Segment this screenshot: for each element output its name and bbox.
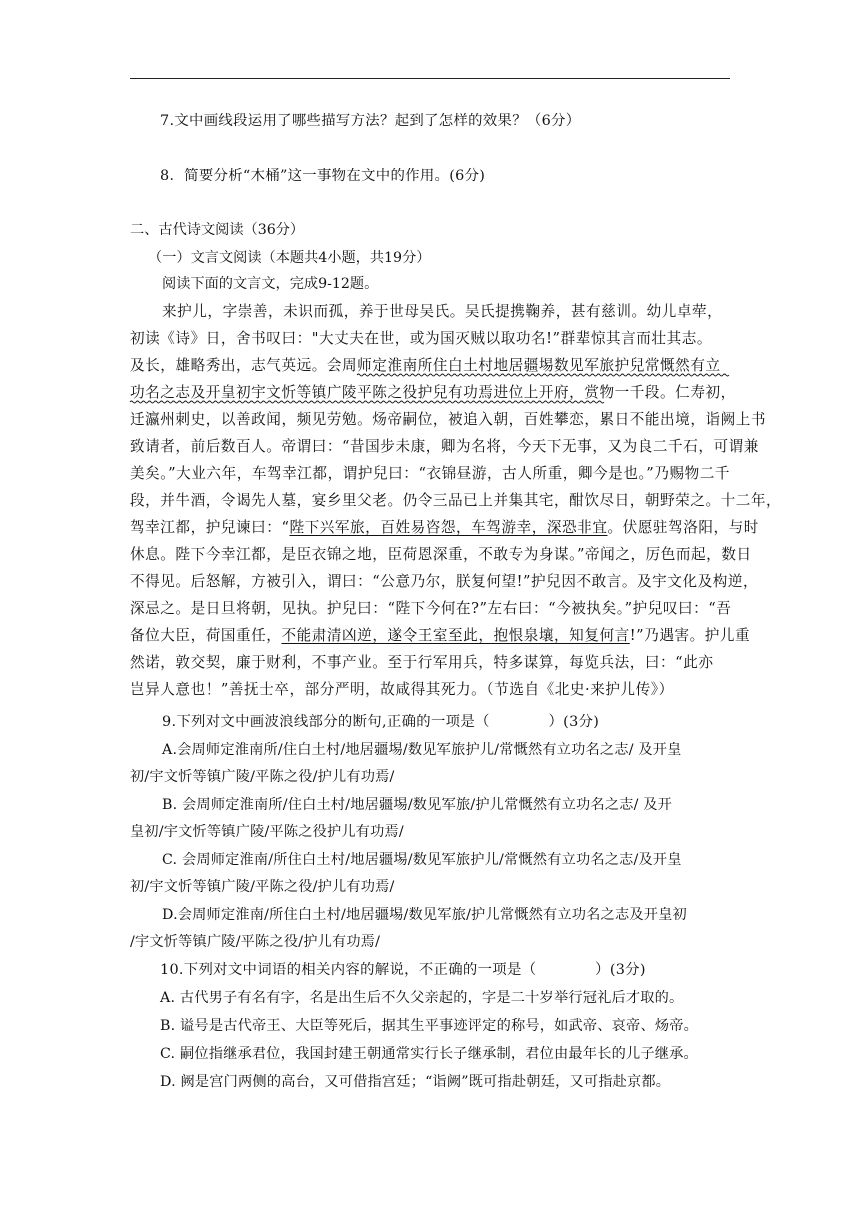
passage-line: 不得见。后怒解，方被引入，谓曰：“公意乃尔，朕复何望!”护兒因不敢言。及宇文化及构逆， — [130, 573, 759, 590]
subsection-heading: （一）文言文阅读（本题共4小题，共19分） — [148, 250, 431, 266]
passage-text: 驾幸江都，护兒谏曰：“ — [130, 519, 290, 536]
section-heading: 二、古代诗文阅读（36分） — [130, 222, 305, 238]
question-7: 7.文中画线段运用了哪些描写方法？起到了怎样的效果？（6分） — [160, 113, 581, 129]
passage-line-wavy-start: 及长，雄略秀出，志气英远。会周师定淮南所住白土村地居疆埸数见军旅护兒常慨然有立 — [130, 357, 721, 374]
passage-text: 备位大臣，荷国重任， — [130, 627, 282, 644]
passage-line: 初读《诗》日，舍书叹曰："大丈夫在世，或为国灭贼以取功名!”群辈惊其言而壮其志。 — [130, 330, 713, 347]
q9-option-c-cont: 初/宇文忻等镇广陵/平陈之役/护儿有功焉/ — [130, 879, 395, 895]
question-9-stem: 9.下列对文中画波浪线部分的断句,正确的一项是（ ）(3分) — [162, 714, 600, 730]
passage-line: 段，并牛酒，令谒先人墓，宴乡里父老。仍令三品已上并集其宅，酣饮尽日，朝野荣之。十二年， — [130, 492, 782, 509]
question-10-stem: 10.下列对文中词语的相关内容的解说，不正确的一项是（ ）(3分) — [160, 962, 646, 978]
q10-option-b: B. 谥号是古代帝王、大臣等死后，据其生平事迹评定的称号，如武帝、哀帝、炀帝。 — [160, 1018, 698, 1034]
question-8: 8．简要分析“木桶”这一事物在文中的作用。(6分) — [160, 168, 486, 184]
q10-option-d: D. 阙是宫门两侧的高台，又可借指宫廷；“诣阙”既可指赴朝廷，又可指赴京都。 — [160, 1074, 671, 1090]
passage-text: 。伏愿驻驾洛阳，与时 — [607, 519, 759, 536]
passage-line: 岂异人意也！”善抚士卒，部分严明，故咸得其死力。（节选自《北史·来护儿传》） — [130, 681, 674, 698]
q9-option-d: D.会周师定淮南/所住白土村/地居疆埸/数见军旅/护儿常慨然有立功名之志及开皇初 — [162, 907, 687, 923]
reading-instruction: 阅读下面的文言文，完成9-12题。 — [162, 276, 379, 292]
q9-option-c: C. 会周师定淮南/所住白土村/地居疆埸/数见军旅护儿/常慨然有立功名之志/及开皇 — [162, 852, 682, 868]
passage-line: 来护儿，字崇善，未识而孤，养于世母吴氏。吴氏提携鞠养，甚有慈训。幼儿卓荦， — [162, 303, 723, 320]
passage-line: 休息。陛下今幸江都，是臣衣锦之地，臣荷恩深重，不敢专为身谋。”帝闻之，厉色而起，数日 — [130, 546, 752, 563]
q9-option-a-cont: 初/宇文忻等镇广陵/平陈之役/护儿有功焉/ — [130, 769, 395, 785]
passage-line: 美矣。”大业六年，车驾幸江都，谓护兒曰：“衣锦昼游，古人所重，卿今是也。”乃赐物二千 — [130, 465, 731, 482]
q9-option-a: A.会周师定淮南所/住白土村/地居疆埸/数见军旅护儿/常慨然有立功名之志/ 及开皇 — [162, 742, 682, 758]
q9-option-b: B. 会周师定淮南所/住白土村/地居疆埸/数见军旅/护儿常慨然有立功名之志/ 及开 — [162, 797, 673, 813]
passage-line: 然诺，敦交契，廉于财利，不事产业。至于行军用兵，特多谋算，每览兵法，曰：“此亦 — [130, 654, 714, 671]
q9-option-d-cont: /宇文忻等镇广陵/平陈之役/护儿有功焉/ — [130, 934, 381, 950]
underlined-sentence-1: 陛下兴军旅，百姓易咨怨，车驾游幸，深恐非宜 — [289, 519, 608, 536]
q9-option-b-cont: 皇初/宇文忻等镇广陵/平陈之役护儿有功焉/ — [130, 824, 404, 840]
passage-line: 致请者，前后数百人。帝谓曰：“昔国步未康，卿为名将，今天下无事，又为良二千石，可谓兼 — [130, 438, 759, 455]
passage-line-wavy-end: 功名之志及开皇初宇文忻等镇广陵平陈之役护兒有功焉进位上开府，赏物一千段。仁寿初， — [130, 384, 736, 401]
passage-line: 深忌之。是日旦将朝，见执。护兒曰：“陛下今何在?”左右曰：“今被执矣。”护兒叹曰：“吾 — [130, 600, 732, 617]
passage-line: 迁瀛州刺史，以善政闻，频见劳勉。炀帝嗣位，被追入朝，百姓攀恋，累日不能出境，诣阙上书 — [130, 411, 767, 428]
q10-option-c: C. 嗣位指继承君位，我国封建王朝通常实行长子继承制，君位由最年长的儿子继承。 — [160, 1046, 698, 1062]
passage-text: !”乃遇害。护儿重 — [629, 627, 751, 644]
underlined-sentence-2: 不能肃清凶逆，遂令王室至此，抱恨泉壤，知复何言 — [281, 627, 630, 644]
q10-option-a: A. 古代男子有名有字，名是出生后不久父亲起的，字是二十岁举行冠礼后才取的。 — [160, 990, 684, 1006]
